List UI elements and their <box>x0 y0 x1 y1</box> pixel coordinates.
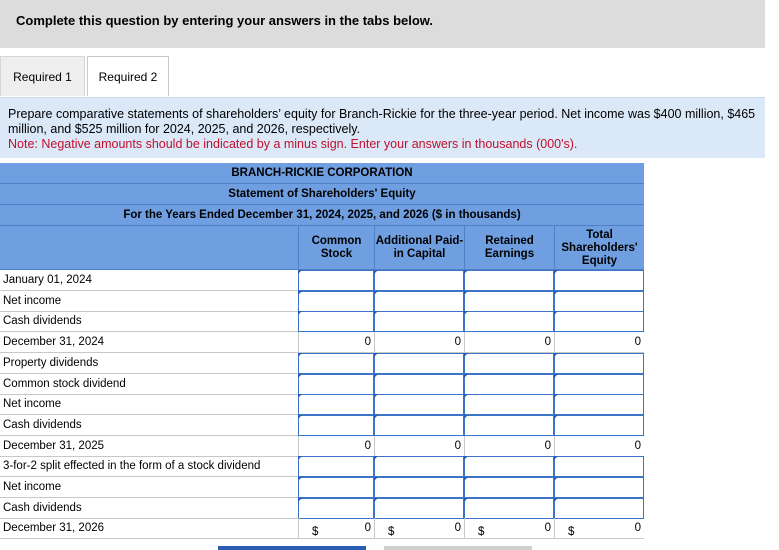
equity-statement-table <box>0 163 644 539</box>
amount-input[interactable] <box>464 270 554 291</box>
total-amount: 0 <box>634 336 641 349</box>
table-row <box>0 415 644 436</box>
col-retained-earnings: Retained Earnings <box>464 226 554 270</box>
amount-input[interactable] <box>298 374 374 395</box>
question-header <box>0 0 765 48</box>
amount-input[interactable] <box>298 477 374 498</box>
instructions-panel <box>0 97 765 158</box>
amount-input[interactable] <box>464 456 554 477</box>
amount-input[interactable] <box>464 374 554 395</box>
total-value <box>374 332 464 353</box>
row-label: Net income <box>3 294 62 307</box>
total-amount: 0 <box>454 522 461 535</box>
amount-input[interactable] <box>374 498 464 519</box>
total-value <box>464 518 554 539</box>
table-row <box>0 498 644 519</box>
row-label: Cash dividends <box>3 315 82 328</box>
total-amount: 0 <box>364 522 371 535</box>
next-button[interactable] <box>384 546 532 550</box>
total-amount: 0 <box>454 336 461 349</box>
amount-input[interactable] <box>554 270 644 291</box>
amount-input[interactable] <box>554 498 644 519</box>
table-row <box>0 456 644 477</box>
amount-input[interactable] <box>464 477 554 498</box>
amount-input[interactable] <box>554 374 644 395</box>
currency-symbol: $ <box>312 526 319 539</box>
amount-input[interactable] <box>374 353 464 374</box>
table-row <box>0 394 644 415</box>
amount-input[interactable] <box>464 291 554 312</box>
row-label: Net income <box>3 481 62 493</box>
row-label: Cash dividends <box>3 501 82 514</box>
amount-input[interactable] <box>298 394 374 415</box>
amount-input[interactable] <box>374 415 464 436</box>
total-value <box>554 518 644 539</box>
tab-required-1[interactable]: Required 1 <box>0 56 85 96</box>
amount-input[interactable] <box>298 353 374 374</box>
row-label: December 31, 2025 <box>3 439 105 452</box>
currency-symbol: $ <box>478 526 485 539</box>
row-label: Cash dividends <box>3 418 82 431</box>
table-row <box>0 374 644 395</box>
total-amount: 0 <box>454 439 461 452</box>
amount-input[interactable] <box>554 291 644 312</box>
amount-input[interactable] <box>554 456 644 477</box>
row-label: Common stock dividend <box>3 377 126 390</box>
total-amount: 0 <box>634 439 641 452</box>
row-label: Property dividends <box>3 356 99 369</box>
total-amount: 0 <box>364 336 371 349</box>
table-row <box>0 518 644 539</box>
col-common-stock: Common Stock <box>298 226 374 270</box>
row-label: 3-for-2 split effected in the form of a stock dividend <box>3 460 261 473</box>
total-amount: 0 <box>364 439 371 452</box>
amount-input[interactable] <box>374 477 464 498</box>
column-header-row <box>0 226 644 270</box>
amount-input[interactable] <box>298 456 374 477</box>
amount-input[interactable] <box>554 311 644 332</box>
total-value <box>374 436 464 457</box>
question-title: Complete this question by entering your answers in the tabs below. <box>16 13 434 28</box>
amount-input[interactable] <box>464 498 554 519</box>
amount-input[interactable] <box>298 311 374 332</box>
total-amount: 0 <box>544 439 551 452</box>
amount-input[interactable] <box>374 270 464 291</box>
total-amount: 0 <box>544 522 551 535</box>
amount-input[interactable] <box>554 477 644 498</box>
table-row <box>0 353 644 374</box>
amount-input[interactable] <box>374 311 464 332</box>
amount-input[interactable] <box>298 291 374 312</box>
currency-symbol: $ <box>568 526 575 539</box>
amount-input[interactable] <box>554 394 644 415</box>
tab-bar <box>0 48 765 98</box>
table-row <box>0 291 644 312</box>
total-value <box>464 332 554 353</box>
amount-input[interactable] <box>374 394 464 415</box>
row-label: January 01, 2024 <box>3 274 92 286</box>
currency-symbol: $ <box>388 526 395 539</box>
amount-input[interactable] <box>554 415 644 436</box>
table-row <box>0 332 644 353</box>
amount-input[interactable] <box>464 394 554 415</box>
total-amount: 0 <box>544 336 551 349</box>
amount-input[interactable] <box>374 291 464 312</box>
table-row <box>0 270 644 291</box>
total-value <box>298 436 374 457</box>
total-value <box>464 436 554 457</box>
amount-input[interactable] <box>374 456 464 477</box>
total-value <box>298 518 374 539</box>
total-amount: 0 <box>634 522 641 535</box>
col-total-shareholders-equity: Total Shareholders' Equity <box>554 226 644 270</box>
total-value <box>554 436 644 457</box>
table-row <box>0 311 644 332</box>
amount-input[interactable] <box>298 415 374 436</box>
instructions-text: Prepare comparative statements of shareholders’ equity for Branch-Rickie for the three-year period. Net income was $400 million, $465 million, and $525 million for 2024, 2025, and 2026, respectively. <box>8 107 756 136</box>
prev-button[interactable] <box>218 546 366 550</box>
company-name: BRANCH-RICKIE CORPORATION <box>0 163 644 184</box>
tab-required-2[interactable]: Required 2 <box>87 56 169 96</box>
total-value <box>374 518 464 539</box>
col-additional-paid-in-capital: Additional Paid-in Capital <box>374 226 464 270</box>
statement-title: Statement of Shareholders' Equity <box>0 184 644 205</box>
amount-input[interactable] <box>374 374 464 395</box>
amount-input[interactable] <box>464 353 554 374</box>
table-row <box>0 477 644 498</box>
row-label: Net income <box>3 398 62 411</box>
row-label: December 31, 2024 <box>3 336 105 349</box>
statement-period: For the Years Ended December 31, 2024, 2025, and 2026 ($ in thousands) <box>0 205 644 226</box>
amount-input[interactable] <box>298 270 374 291</box>
amount-input[interactable] <box>554 353 644 374</box>
total-value <box>298 332 374 353</box>
total-value <box>554 332 644 353</box>
amount-input[interactable] <box>298 498 374 519</box>
table-row <box>0 436 644 457</box>
amount-input[interactable] <box>464 311 554 332</box>
row-label: December 31, 2026 <box>3 522 105 535</box>
amount-input[interactable] <box>464 415 554 436</box>
instructions-note: Note: Negative amounts should be indicated by a minus sign. Enter your answers in thousands (000's). <box>8 137 578 151</box>
